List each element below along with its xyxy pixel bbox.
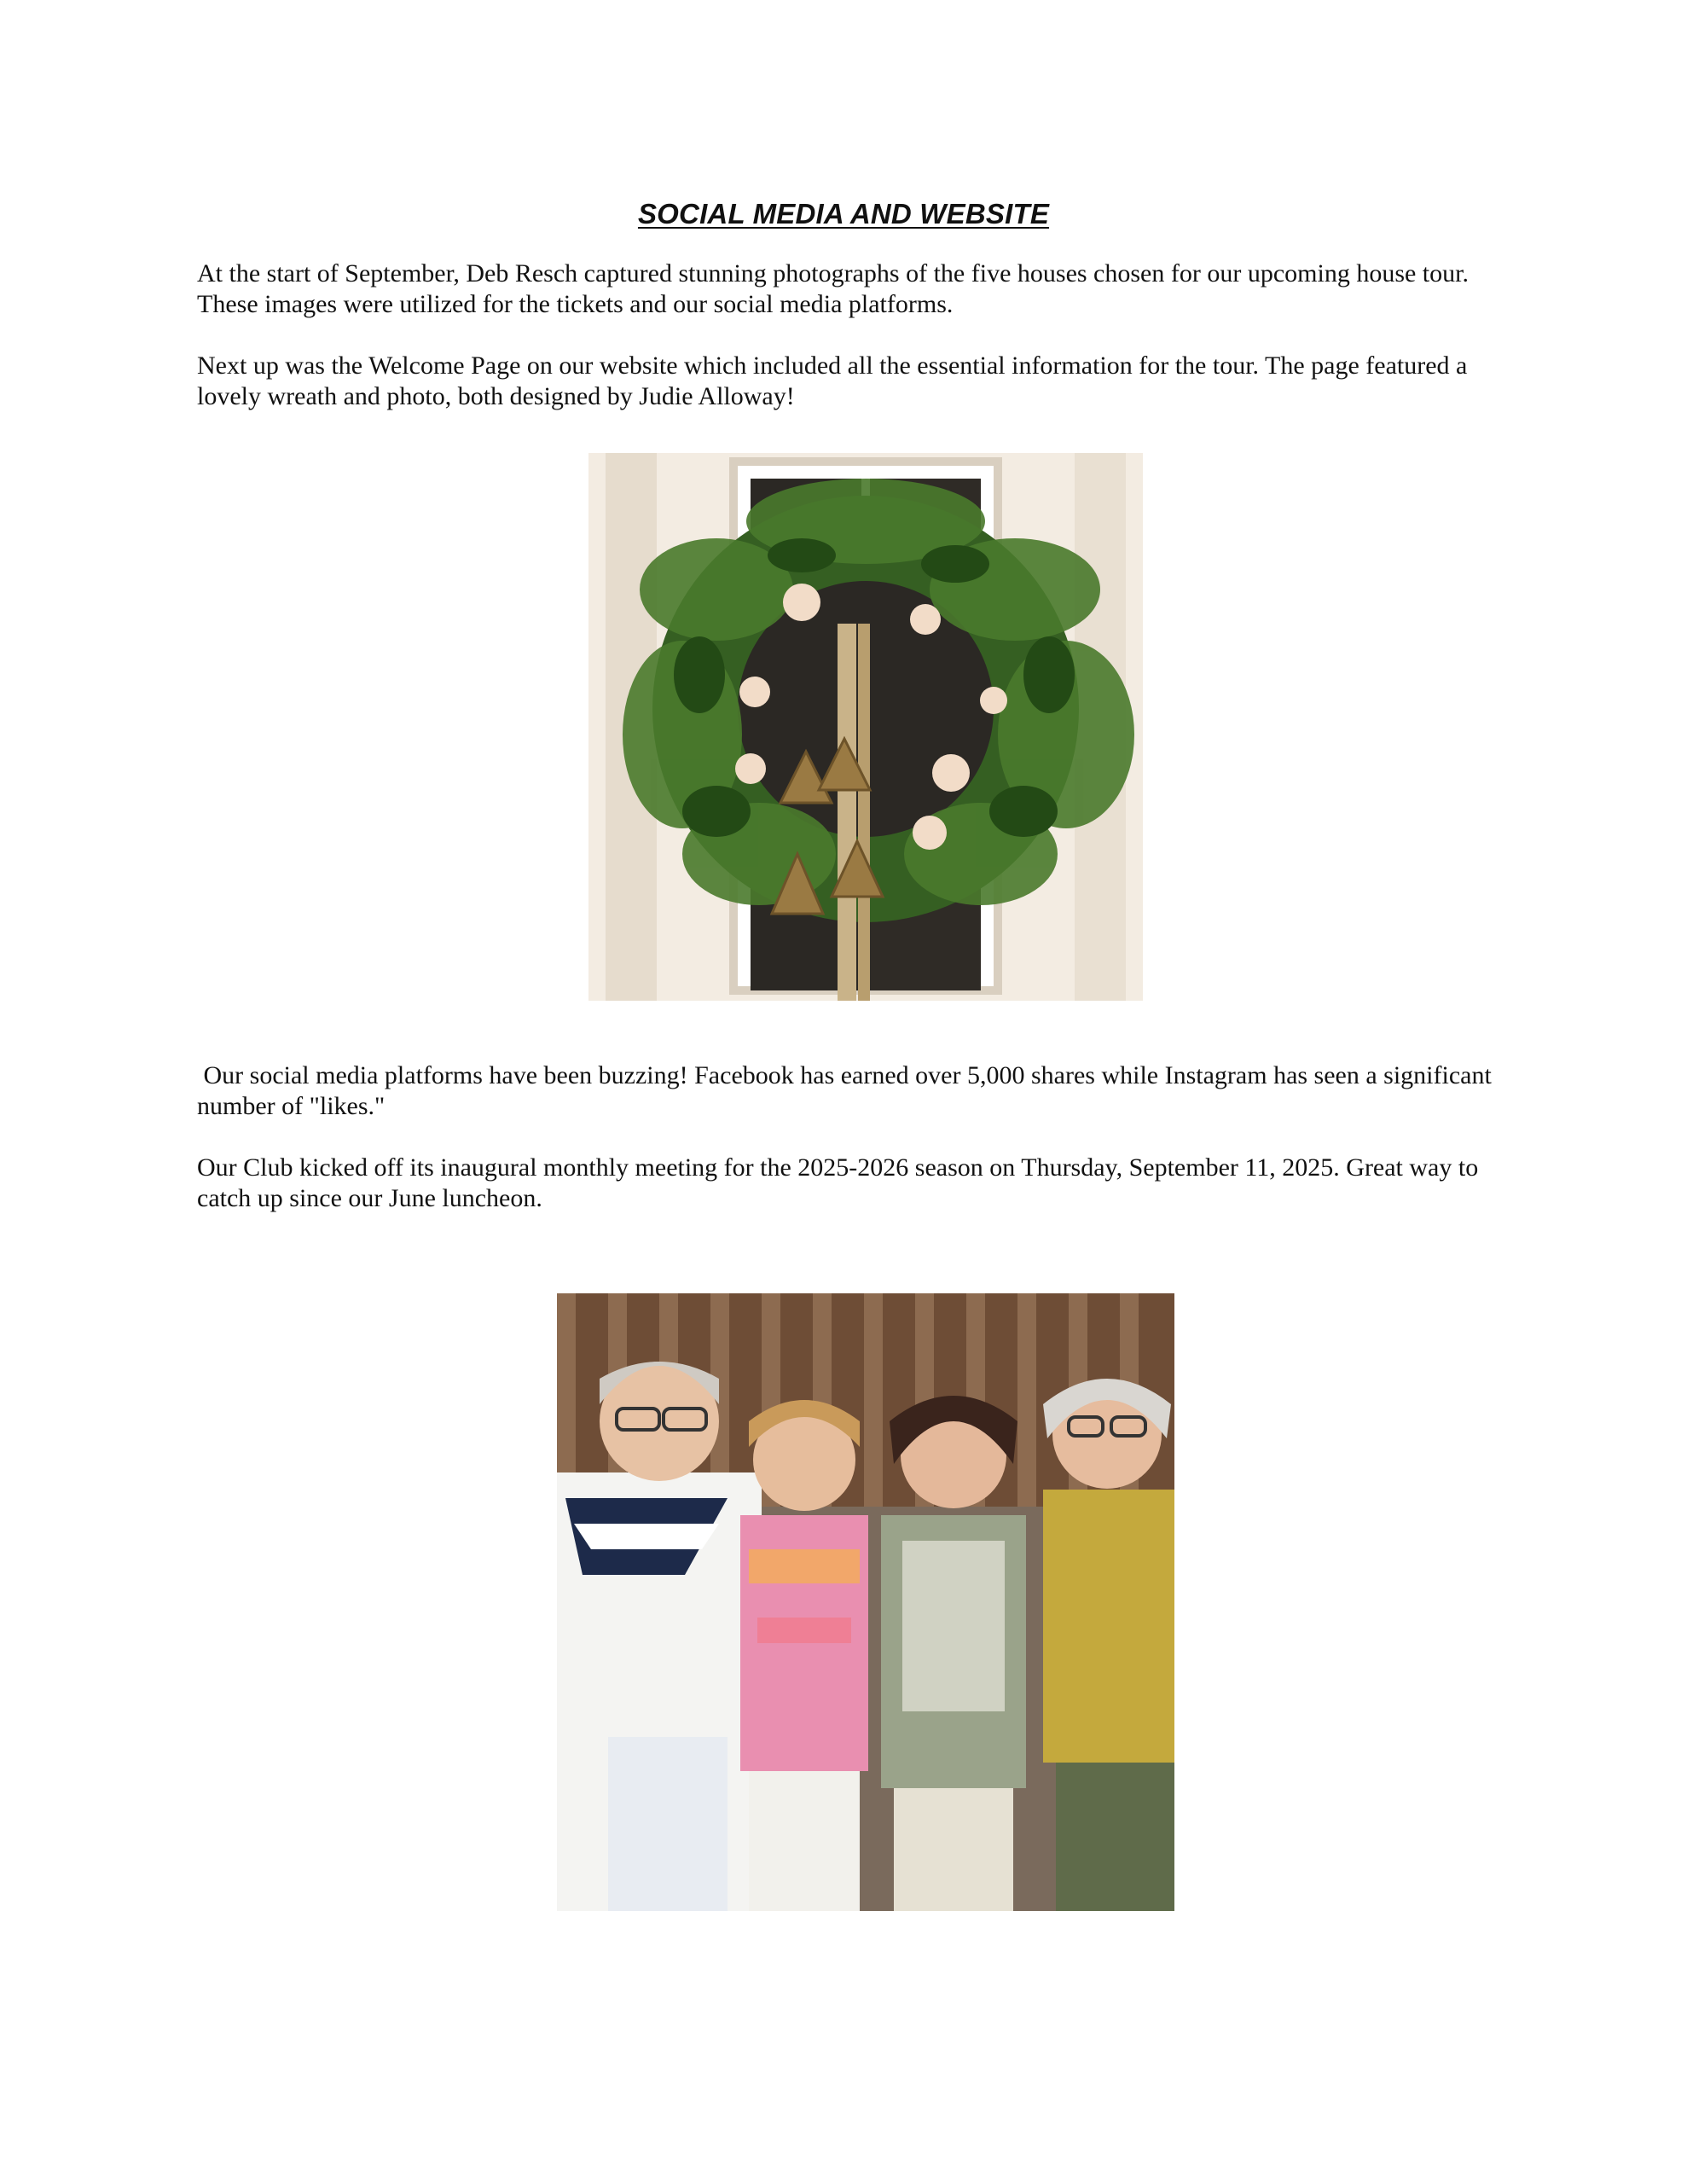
group-photo xyxy=(557,1293,1174,1911)
paragraph-monthly-meeting: Our Club kicked off its inaugural monthly meeting for the 2025-2026 season on Thursday, September 11, 2025. Great way to catch up since our June luncheon. xyxy=(197,1153,1479,1212)
wreath-illustration xyxy=(588,453,1143,1001)
paragraph-house-photos: At the start of September, Deb Resch captured stunning photographs of the five houses chosen for our upcoming house tour. These images were utilized for the tickets and our social media platforms. xyxy=(197,259,1469,318)
group-illustration xyxy=(557,1293,1174,1911)
paragraph-welcome-page: Next up was the Welcome Page on our website which included all the essential information for the tour. The page featured a lovely wreath and photo, both designed by Judie Alloway! xyxy=(197,351,1468,410)
wreath-photo xyxy=(588,453,1143,1001)
page-title: SOCIAL MEDIA AND WEBSITE xyxy=(637,198,1050,229)
paragraph-social-media: Our social media platforms have been buzzing! Facebook has earned over 5,000 shares while Instagram has seen a significant number of "likes." xyxy=(197,1061,1492,1120)
